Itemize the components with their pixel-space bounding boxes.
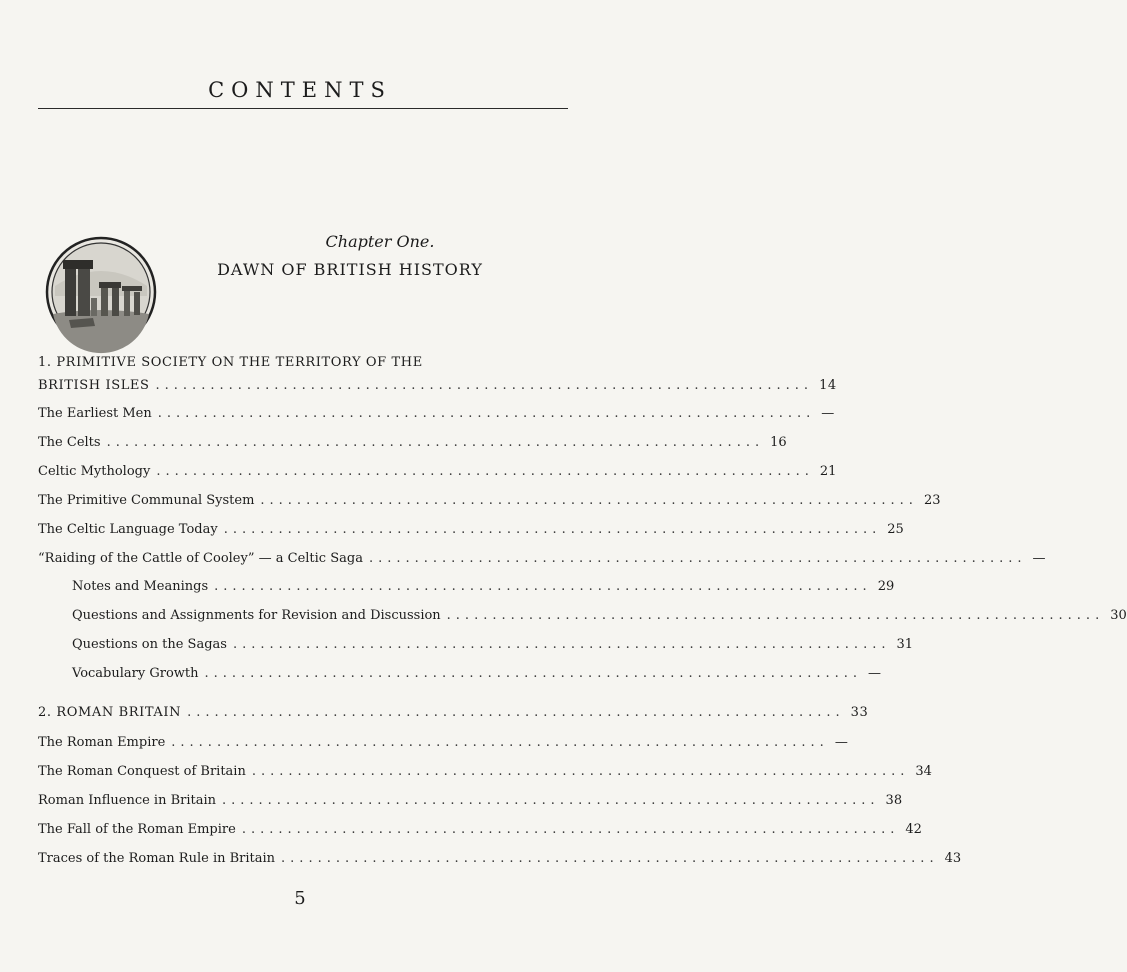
toc-page-number: 14 <box>819 378 837 393</box>
toc-page-number: 33 <box>850 705 869 720</box>
title-divider <box>38 108 568 109</box>
toc-entry-title: Vocabulary Growth <box>72 666 199 681</box>
toc-page-number: — <box>834 735 848 750</box>
toc-entry <box>38 851 962 873</box>
toc-entry-title: The Roman Conquest of Britain <box>38 764 246 779</box>
toc-entry-title: Questions and Assignments for Revision and Discussion <box>72 608 441 623</box>
toc-page-number: 21 <box>819 464 837 479</box>
leader-dots: ........................................................................ <box>106 435 765 450</box>
leader-dots: ........................................................................ <box>251 764 910 779</box>
chapter-title: DAWN OF BRITISH HISTORY <box>217 260 483 279</box>
toc-entry-title: BRITISH ISLES <box>38 378 150 393</box>
toc-entry-title: Traces of the Roman Rule in Britain <box>38 851 276 866</box>
toc-entry <box>38 464 837 486</box>
leader-dots: ........................................................................ <box>260 493 918 508</box>
toc-page-number: 38 <box>885 793 903 808</box>
toc-subentry <box>38 608 1127 630</box>
leader-dots: ........................................................................ <box>156 464 814 479</box>
toc-page-number: — <box>868 666 882 681</box>
toc-page-number: 31 <box>896 637 914 652</box>
toc-page-number: 43 <box>944 851 962 866</box>
leader-dots: ........................................................................ <box>281 851 939 866</box>
toc-page-number: 16 <box>770 435 787 450</box>
toc-entry <box>38 522 904 544</box>
leader-dots: ........................................................................ <box>155 378 814 393</box>
toc-entry-title: The Celts <box>38 435 101 450</box>
leader-dots: ........................................................................ <box>187 705 845 720</box>
toc-entry-title: Celtic Mythology <box>38 464 151 479</box>
toc-entry <box>38 435 787 457</box>
toc-entry-title: The Celtic Language Today <box>38 522 218 537</box>
leader-dots: ........................................................................ <box>232 637 891 652</box>
toc-page-number: 25 <box>887 522 904 537</box>
toc-entry-title: The Earliest Men <box>38 406 152 421</box>
toc-entry <box>38 793 903 815</box>
toc-page-number: 42 <box>905 822 922 837</box>
leader-dots: ........................................................................ <box>214 579 872 594</box>
leader-dots: ........................................................................ <box>222 793 880 808</box>
leader-dots: ........................................................................ <box>241 822 900 837</box>
toc-entry-title: Roman Influence in Britain <box>38 793 217 808</box>
toc-subentry <box>38 637 914 659</box>
toc-entry-title: The Primitive Communal System <box>38 493 255 508</box>
toc-page-number: 34 <box>915 764 932 779</box>
toc-section-heading <box>38 705 869 727</box>
toc-entry <box>38 551 1046 573</box>
toc-entry-title: The Roman Empire <box>38 735 166 750</box>
leader-dots: ........................................................................ <box>171 735 829 750</box>
leader-dots: ........................................................................ <box>368 551 1027 566</box>
toc-entry <box>38 735 848 757</box>
toc-page-number: — <box>1032 551 1046 566</box>
toc-entry-title: 2. ROMAN BRITAIN <box>38 705 182 720</box>
leader-dots: ........................................................................ <box>204 666 863 681</box>
toc-entry <box>38 493 941 515</box>
toc-entry-title: The Fall of the Roman Empire <box>38 822 236 837</box>
toc-entry <box>38 822 922 844</box>
toc-page-number: 23 <box>923 493 941 508</box>
toc-section-heading <box>38 355 570 377</box>
toc-page-number: 30 <box>1110 608 1127 623</box>
page-title: CONTENTS <box>208 78 392 102</box>
toc-page-number: 29 <box>877 579 895 594</box>
toc-subentry <box>38 579 895 601</box>
leader-dots: ........................................................................ <box>446 608 1105 623</box>
toc-entry <box>38 378 837 400</box>
page-number: 5 <box>294 888 306 909</box>
toc-entry-title: Notes and Meanings <box>72 579 209 594</box>
toc-entry-title: Questions on the Sagas <box>72 637 227 652</box>
stonehenge-emblem-icon <box>45 236 157 348</box>
leader-dots: ........................................................................ <box>157 406 816 421</box>
toc-subentry <box>38 666 882 688</box>
chapter-label: Chapter One. <box>325 232 435 251</box>
toc-entry-title: 1. PRIMITIVE SOCIETY ON THE TERRITORY OF THE <box>38 355 423 370</box>
toc-page-number: — <box>821 406 835 421</box>
toc-entry-title: “Raiding of the Cattle of Cooley” — a Celtic Saga <box>38 551 363 566</box>
leader-dots: ........................................................................ <box>223 522 882 537</box>
toc-entry <box>38 406 835 428</box>
toc-entry <box>38 764 932 786</box>
